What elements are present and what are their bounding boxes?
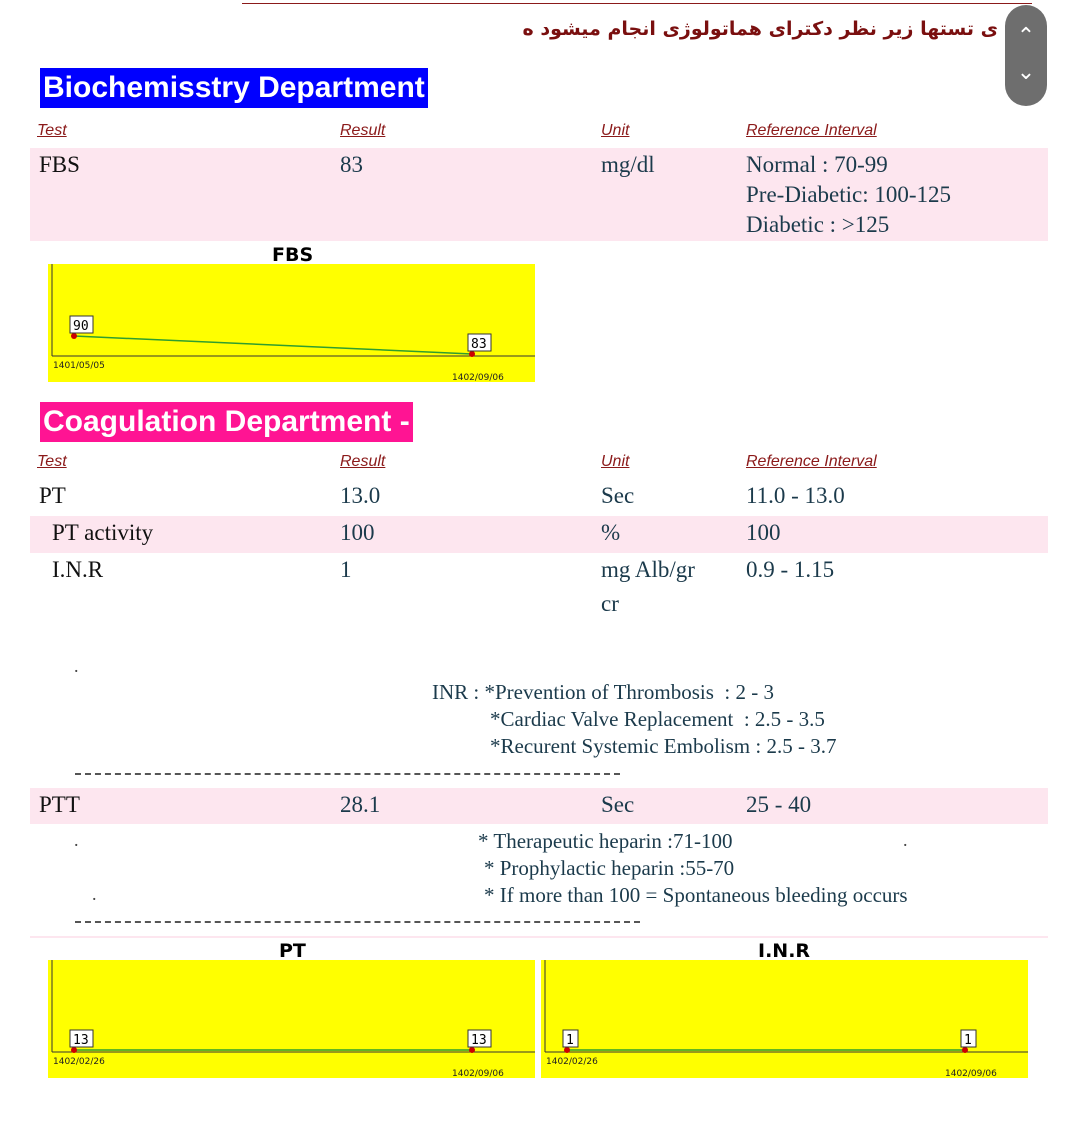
test-result: 83 [340,152,363,177]
dashed-divider [75,921,640,923]
test-unit: mg/dl [601,152,655,177]
test-reference: 11.0 - 13.0 [746,483,845,508]
reference-normal: Normal : 70-99 [746,152,888,177]
reference-prediabetic: Pre-Diabetic: 100-125 [746,182,952,207]
x-tick-label: 1401/05/05 [53,361,105,371]
dashed-divider [75,773,620,775]
header-test: Test [37,122,67,139]
x-tick-label: 1402/02/26 [546,1057,598,1067]
dot-marker: . [92,884,97,904]
x-tick-label: 1402/09/06 [452,1069,504,1078]
persian-note: ی تستها زیر نظر دکترای هماتولوژی انجام میشود ه [522,18,998,40]
test-name: PTT [39,792,80,817]
test-name: PT [39,483,66,508]
test-name: I.N.R [52,557,104,582]
dot-marker: . [74,830,79,850]
inr-chart-title: I.N.R [758,940,811,962]
inr-note-line: *Cardiac Valve Replacement : 2.5 - 3.5 [490,707,825,731]
pt-chart-title: PT [279,940,306,962]
ptt-note-line: * If more than 100 = Spontaneous bleeding occurs [484,883,908,907]
biochem-department-title: Biochemisstry Department [40,68,428,108]
result-row-pt [30,479,1048,516]
data-label: 1 [566,1033,574,1048]
result-row-ptt [30,788,1048,824]
header-result: Result [340,453,386,470]
header-reference: Reference Interval [746,453,877,470]
reference-diabetic: Diabetic : >125 [746,212,890,237]
header-reference: Reference Interval [746,122,877,139]
x-tick-label: 1402/09/06 [945,1069,997,1078]
test-result: 1 [340,557,352,582]
test-unit: mg Alb/gr [601,557,695,582]
header-unit: Unit [601,122,630,139]
data-label: 90 [73,319,89,334]
inr-note-line: INR : *Prevention of Thrombosis : 2 - 3 [432,680,775,704]
test-result: 28.1 [340,792,381,817]
result-row-fbs [30,148,1048,241]
test-name: PT activity [52,520,154,545]
data-label: 1 [964,1033,972,1048]
data-label: 13 [471,1033,487,1048]
test-unit: Sec [601,792,635,817]
test-result: 13.0 [340,483,381,508]
test-reference: 0.9 - 1.15 [746,557,835,582]
series-line [74,336,472,354]
ptt-note-line: * Therapeutic heparin :71-100 [478,829,733,853]
header-unit: Unit [601,453,630,470]
result-row-pt-activity [30,516,1048,553]
pt-trend-chart [48,960,535,1078]
fbs-trend-chart [48,264,535,382]
data-label: 83 [471,337,487,352]
test-unit: % [601,520,621,545]
data-label: 13 [73,1033,89,1048]
inr-trend-chart [541,960,1028,1078]
top-divider [242,3,1032,4]
ptt-note-line: * Prophylactic heparin :55-70 [484,856,735,880]
section-divider [30,936,1048,938]
result-row-inr [30,553,1048,623]
test-result: 100 [340,520,375,545]
inr-note-line: *Recurent Systemic Embolism : 2.5 - 3.7 [490,734,837,758]
x-tick-label: 1402/02/26 [53,1057,105,1067]
header-test: Test [37,453,67,470]
scroll-nav [1005,5,1047,106]
fbs-chart-title: FBS [272,244,314,266]
test-reference: 25 - 40 [746,792,812,817]
test-reference: 100 [746,520,781,545]
test-name: FBS [39,152,80,177]
chevron-down-icon[interactable]: ⌄ [1016,60,1036,85]
chevron-up-icon[interactable]: ⌃ [1016,24,1036,49]
dot-marker: . [74,656,79,676]
coag-department-title: Coagulation Department - [40,402,413,442]
test-unit-continued: cr [601,591,619,616]
x-tick-label: 1402/09/06 [452,373,504,382]
header-result: Result [340,122,386,139]
test-unit: Sec [601,483,635,508]
dot-marker: . [903,830,908,850]
